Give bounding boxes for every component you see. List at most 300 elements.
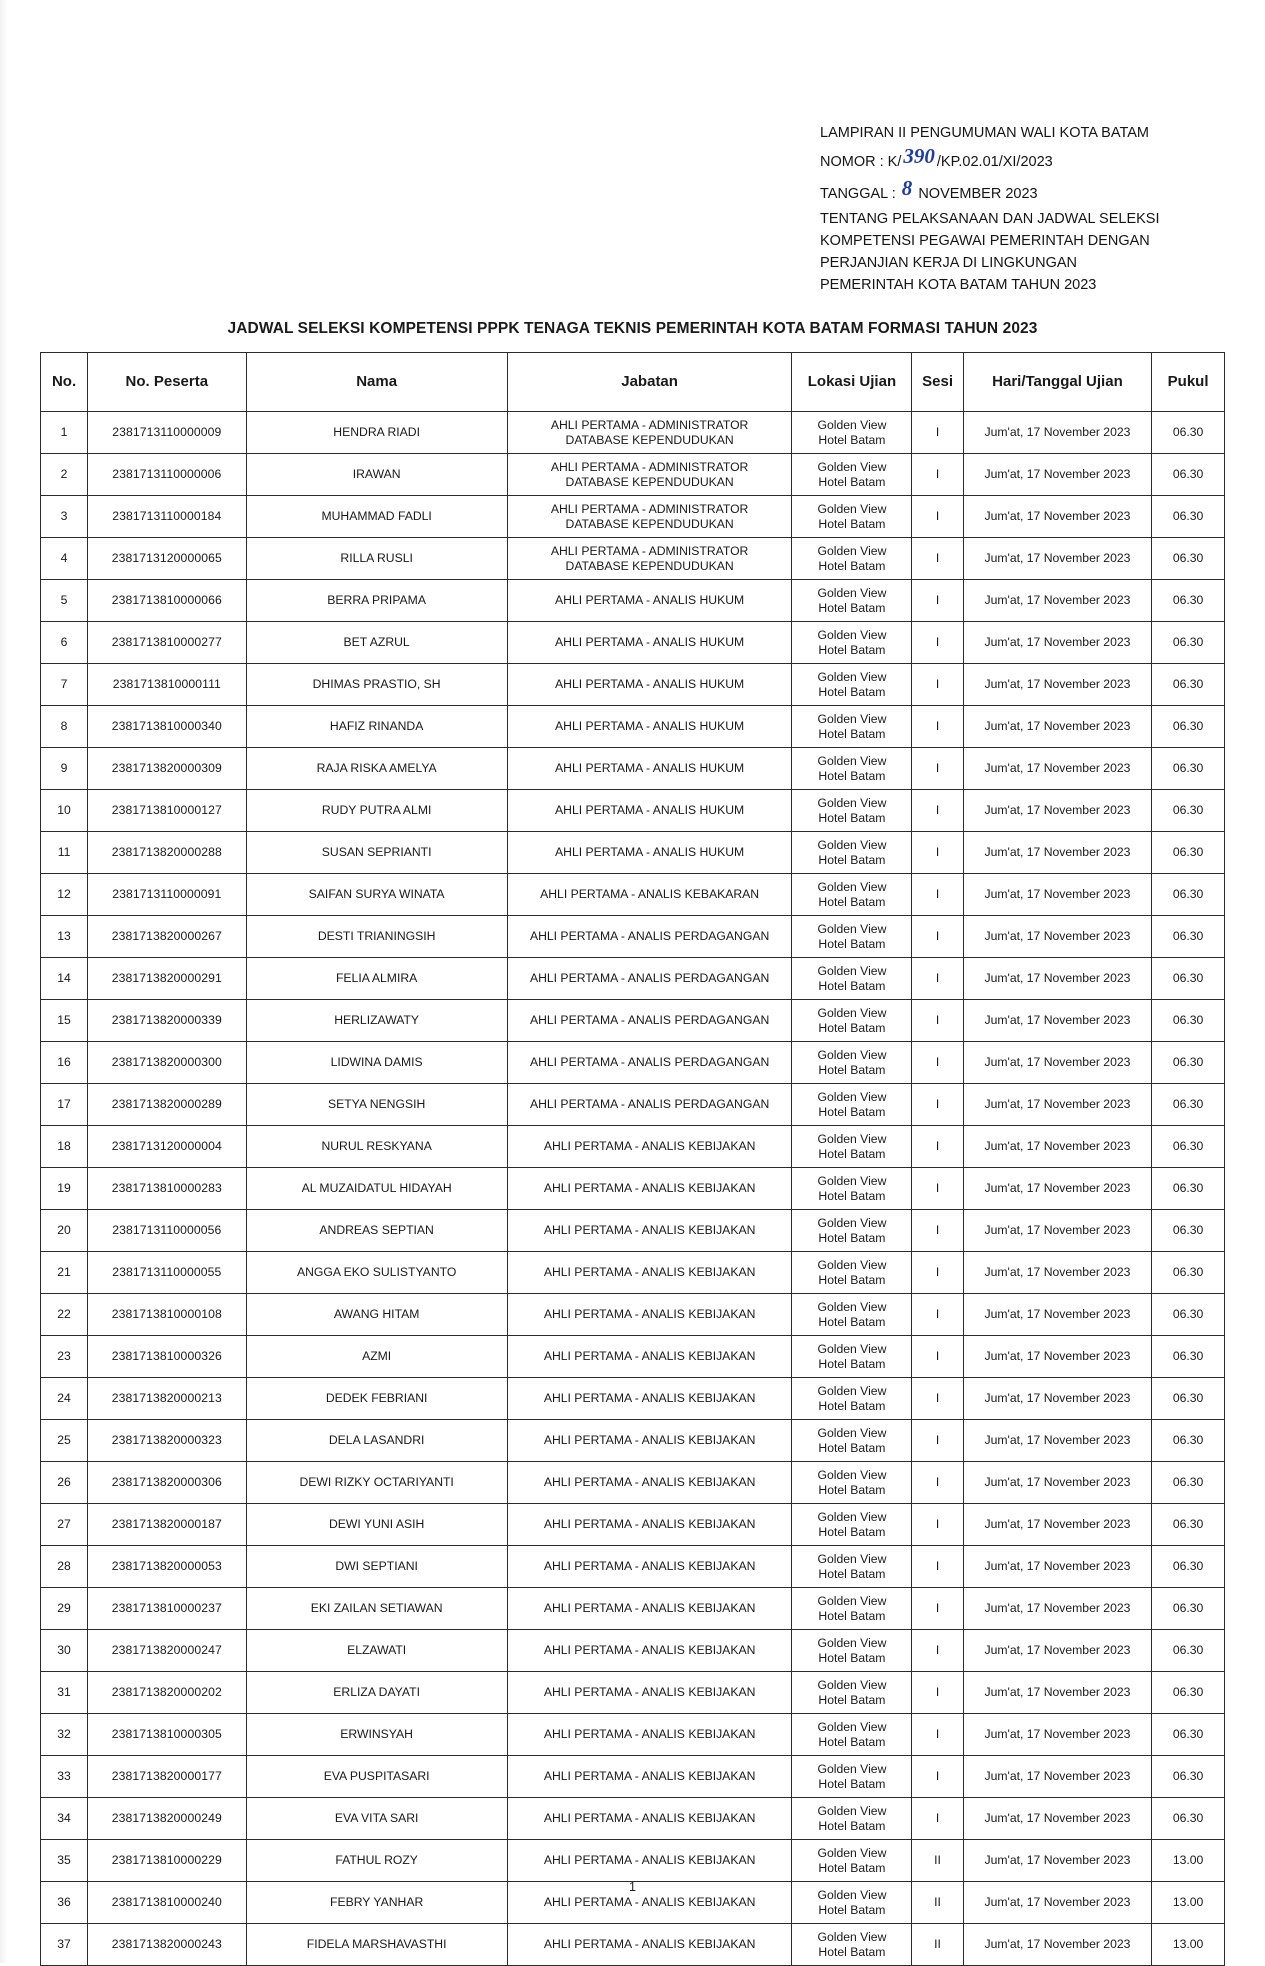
cell-no-peserta: 2381713820000202: [88, 1672, 246, 1714]
cell-jabatan: [507, 958, 792, 1000]
cell-no: 4: [41, 538, 88, 580]
cell-jabatan: [507, 1420, 792, 1462]
cell-no-peserta: 2381713110000184: [88, 496, 246, 538]
cell-lokasi-ujian: [792, 1798, 912, 1840]
cell-pukul: 06.30: [1152, 538, 1225, 580]
lokasi-line-1: Golden View: [817, 963, 887, 978]
column-header-hari-tanggal: Hari/Tanggal Ujian: [963, 353, 1151, 412]
cell-sesi: I: [912, 1336, 963, 1378]
cell-lokasi-ujian: [792, 1672, 912, 1714]
jabatan-line-1: AHLI PERTAMA - ANALIS HUKUM: [555, 803, 745, 818]
lokasi-line-2: Hotel Batam: [818, 516, 886, 531]
cell-no-peserta: 2381713820000300: [88, 1042, 246, 1084]
lokasi-line-2: Hotel Batam: [818, 1398, 886, 1413]
lokasi-line-2: Hotel Batam: [818, 1188, 886, 1203]
cell-lokasi-ujian: [792, 1420, 912, 1462]
cell-nama: EKI ZAILAN SETIAWAN: [246, 1588, 507, 1630]
lokasi-line-1: Golden View: [817, 921, 887, 936]
cell-lokasi-ujian: [792, 1714, 912, 1756]
table-row: [41, 1294, 1225, 1336]
cell-no-peserta: 2381713110000055: [88, 1252, 246, 1294]
cell-no-peserta: 2381713810000340: [88, 706, 246, 748]
table-row: [41, 1546, 1225, 1588]
cell-nama: DEDEK FEBRIANI: [246, 1378, 507, 1420]
lokasi-line-2: Hotel Batam: [818, 894, 886, 909]
cell-no-peserta: 2381713110000006: [88, 454, 246, 496]
jabatan-line-1: AHLI PERTAMA - ADMINISTRATOR: [550, 459, 749, 474]
table-row: [41, 916, 1225, 958]
cell-jabatan: [507, 1798, 792, 1840]
jabatan-line-1: AHLI PERTAMA - ANALIS PERDAGANGAN: [529, 1013, 770, 1028]
page-title: JADWAL SELEKSI KOMPETENSI PPPK TENAGA TEKNIS PEMERINTAH KOTA BATAM FORMASI TAHUN 2023: [227, 320, 1038, 337]
cell-no-peserta: 2381713110000009: [88, 412, 246, 454]
cell-lokasi-ujian: [792, 1000, 912, 1042]
cell-sesi: I: [912, 1798, 963, 1840]
cell-pukul: 06.30: [1152, 1378, 1225, 1420]
cell-jabatan: [507, 496, 792, 538]
cell-jabatan: [507, 832, 792, 874]
cell-nama: SUSAN SEPRIANTI: [246, 832, 507, 874]
cell-no: 35: [41, 1840, 88, 1882]
cell-lokasi-ujian: [792, 1462, 912, 1504]
cell-jabatan: [507, 1042, 792, 1084]
cell-sesi: I: [912, 1084, 963, 1126]
cell-sesi: I: [912, 706, 963, 748]
cell-no: 21: [41, 1252, 88, 1294]
lokasi-line-2: Hotel Batam: [818, 1608, 886, 1623]
cell-pukul: 06.30: [1152, 1252, 1225, 1294]
tanggal-rest: NOVEMBER 2023: [918, 185, 1038, 202]
lokasi-line-2: Hotel Batam: [818, 1146, 886, 1161]
lokasi-line-1: Golden View: [817, 1929, 887, 1944]
cell-no-peserta: 2381713810000326: [88, 1336, 246, 1378]
cell-lokasi-ujian: [792, 1126, 912, 1168]
lokasi-line-2: Hotel Batam: [818, 642, 886, 657]
cell-hari-tanggal: Jum'at, 17 November 2023: [963, 538, 1151, 580]
cell-sesi: I: [912, 1630, 963, 1672]
cell-nama: RUDY PUTRA ALMI: [246, 790, 507, 832]
jabatan-line-1: AHLI PERTAMA - ADMINISTRATOR: [550, 417, 749, 432]
cell-no: 11: [41, 832, 88, 874]
table-row: [41, 1168, 1225, 1210]
cell-no-peserta: 2381713820000249: [88, 1798, 246, 1840]
cell-jabatan: [507, 1588, 792, 1630]
lokasi-line-1: Golden View: [817, 795, 887, 810]
cell-jabatan: [507, 790, 792, 832]
cell-lokasi-ujian: [792, 1588, 912, 1630]
cell-lokasi-ujian: [792, 1252, 912, 1294]
jabatan-line-1: AHLI PERTAMA - ANALIS KEBIJAKAN: [543, 1937, 756, 1952]
cell-hari-tanggal: Jum'at, 17 November 2023: [963, 1630, 1151, 1672]
lokasi-line-2: Hotel Batam: [818, 1566, 886, 1581]
cell-jabatan: [507, 1294, 792, 1336]
column-header-jabatan: Jabatan: [507, 353, 792, 412]
table-body: [41, 412, 1225, 1966]
lokasi-line-2: Hotel Batam: [818, 1062, 886, 1077]
lokasi-line-1: Golden View: [817, 1005, 887, 1020]
cell-jabatan: [507, 1504, 792, 1546]
cell-jabatan: [507, 664, 792, 706]
cell-jabatan: [507, 1546, 792, 1588]
cell-no: 24: [41, 1378, 88, 1420]
cell-sesi: II: [912, 1840, 963, 1882]
table-row: [41, 1336, 1225, 1378]
cell-jabatan: [507, 1378, 792, 1420]
jabatan-line-1: AHLI PERTAMA - ANALIS HUKUM: [555, 593, 745, 608]
lokasi-line-1: Golden View: [817, 1257, 887, 1272]
cell-pukul: 06.30: [1152, 748, 1225, 790]
column-header-pukul: Pukul: [1152, 353, 1225, 412]
cell-jabatan: [507, 580, 792, 622]
cell-no-peserta: 2381713810000237: [88, 1588, 246, 1630]
lokasi-line-2: Hotel Batam: [818, 1440, 886, 1455]
cell-lokasi-ujian: [792, 958, 912, 1000]
cell-nama: AL MUZAIDATUL HIDAYAH: [246, 1168, 507, 1210]
schedule-table: [40, 352, 1225, 1966]
lokasi-line-2: Hotel Batam: [818, 1020, 886, 1035]
cell-pukul: 06.30: [1152, 664, 1225, 706]
lokasi-line-1: Golden View: [817, 543, 887, 558]
cell-hari-tanggal: Jum'at, 17 November 2023: [963, 580, 1151, 622]
cell-hari-tanggal: Jum'at, 17 November 2023: [963, 790, 1151, 832]
lokasi-line-1: Golden View: [817, 1215, 887, 1230]
column-header-no: No.: [41, 353, 88, 412]
cell-sesi: I: [912, 412, 963, 454]
cell-hari-tanggal: Jum'at, 17 November 2023: [963, 412, 1151, 454]
jabatan-line-1: AHLI PERTAMA - ADMINISTRATOR: [550, 543, 749, 558]
cell-jabatan: [507, 1336, 792, 1378]
cell-hari-tanggal: Jum'at, 17 November 2023: [963, 622, 1151, 664]
cell-hari-tanggal: Jum'at, 17 November 2023: [963, 1210, 1151, 1252]
table-row: [41, 958, 1225, 1000]
cell-no-peserta: 2381713820000177: [88, 1756, 246, 1798]
lokasi-line-1: Golden View: [817, 837, 887, 852]
cell-pukul: 06.30: [1152, 958, 1225, 1000]
lokasi-line-1: Golden View: [817, 1467, 887, 1482]
lokasi-line-2: Hotel Batam: [818, 768, 886, 783]
cell-no-peserta: 2381713820000309: [88, 748, 246, 790]
cell-hari-tanggal: Jum'at, 17 November 2023: [963, 664, 1151, 706]
cell-lokasi-ujian: [792, 1756, 912, 1798]
cell-no-peserta: 2381713120000065: [88, 538, 246, 580]
jabatan-line-2: DATABASE KEPENDUDUKAN: [565, 558, 734, 573]
cell-nama: NURUL RESKYANA: [246, 1126, 507, 1168]
cell-no: 18: [41, 1126, 88, 1168]
cell-no: 9: [41, 748, 88, 790]
cell-no: 15: [41, 1000, 88, 1042]
cell-nama: ANGGA EKO SULISTYANTO: [246, 1252, 507, 1294]
cell-pukul: 06.30: [1152, 706, 1225, 748]
jabatan-line-1: AHLI PERTAMA - ANALIS KEBIJAKAN: [543, 1853, 756, 1868]
table-row: [41, 1420, 1225, 1462]
cell-sesi: I: [912, 622, 963, 664]
cell-no: 29: [41, 1588, 88, 1630]
cell-nama: RAJA RISKA AMELYA: [246, 748, 507, 790]
jabatan-line-1: AHLI PERTAMA - ANALIS KEBIJAKAN: [543, 1223, 756, 1238]
cell-no: 31: [41, 1672, 88, 1714]
cell-nama: FEBRY YANHAR: [246, 1882, 507, 1924]
cell-sesi: I: [912, 1420, 963, 1462]
cell-jabatan: [507, 1252, 792, 1294]
cell-no-peserta: 2381713820000053: [88, 1546, 246, 1588]
cell-pukul: 06.30: [1152, 916, 1225, 958]
cell-no: 13: [41, 916, 88, 958]
cell-no: 20: [41, 1210, 88, 1252]
cell-lokasi-ujian: [792, 1084, 912, 1126]
jabatan-line-1: AHLI PERTAMA - ANALIS KEBIJAKAN: [543, 1769, 756, 1784]
cell-no: 36: [41, 1882, 88, 1924]
jabatan-line-1: AHLI PERTAMA - ANALIS PERDAGANGAN: [529, 1055, 770, 1070]
table-row: [41, 538, 1225, 580]
cell-sesi: I: [912, 1294, 963, 1336]
table-row: [41, 1126, 1225, 1168]
cell-lokasi-ujian: [792, 1336, 912, 1378]
cell-lokasi-ujian: [792, 1546, 912, 1588]
cell-pukul: 06.30: [1152, 1000, 1225, 1042]
cell-lokasi-ujian: [792, 1294, 912, 1336]
cell-nama: DESTI TRIANINGSIH: [246, 916, 507, 958]
lokasi-line-2: Hotel Batam: [818, 684, 886, 699]
cell-nama: EVA PUSPITASARI: [246, 1756, 507, 1798]
cell-nama: DEWI RIZKY OCTARIYANTI: [246, 1462, 507, 1504]
cell-no-peserta: 2381713820000289: [88, 1084, 246, 1126]
cell-no-peserta: 2381713820000213: [88, 1378, 246, 1420]
cell-no-peserta: 2381713810000108: [88, 1294, 246, 1336]
cell-lokasi-ujian: [792, 748, 912, 790]
cell-nama: FATHUL ROZY: [246, 1840, 507, 1882]
lokasi-line-2: Hotel Batam: [818, 1272, 886, 1287]
lokasi-line-2: Hotel Batam: [818, 432, 886, 447]
lokasi-line-2: Hotel Batam: [818, 1818, 886, 1833]
cell-pukul: 06.30: [1152, 1042, 1225, 1084]
cell-sesi: I: [912, 1714, 963, 1756]
cell-sesi: I: [912, 1504, 963, 1546]
cell-jabatan: [507, 1924, 792, 1966]
cell-pukul: 06.30: [1152, 622, 1225, 664]
cell-no: 16: [41, 1042, 88, 1084]
cell-pukul: 13.00: [1152, 1882, 1225, 1924]
table-row: [41, 748, 1225, 790]
cell-no: 37: [41, 1924, 88, 1966]
cell-hari-tanggal: Jum'at, 17 November 2023: [963, 1924, 1151, 1966]
cell-sesi: I: [912, 790, 963, 832]
lokasi-line-1: Golden View: [817, 1425, 887, 1440]
lokasi-line-1: Golden View: [817, 501, 887, 516]
cell-no: 2: [41, 454, 88, 496]
page-number: 1: [629, 1880, 636, 1894]
header-line-tanggal: [820, 176, 1220, 208]
cell-no: 3: [41, 496, 88, 538]
jabatan-line-1: AHLI PERTAMA - ANALIS PERDAGANGAN: [529, 929, 770, 944]
table-row: [41, 412, 1225, 454]
jabatan-line-1: AHLI PERTAMA - ANALIS HUKUM: [555, 845, 745, 860]
cell-no: 32: [41, 1714, 88, 1756]
jabatan-line-2: DATABASE KEPENDUDUKAN: [565, 474, 734, 489]
cell-lokasi-ujian: [792, 454, 912, 496]
cell-hari-tanggal: Jum'at, 17 November 2023: [963, 1084, 1151, 1126]
jabatan-line-1: AHLI PERTAMA - ANALIS KEBIJAKAN: [543, 1265, 756, 1280]
table-row: [41, 1042, 1225, 1084]
cell-sesi: I: [912, 874, 963, 916]
table-row: [41, 706, 1225, 748]
cell-no-peserta: 2381713120000004: [88, 1126, 246, 1168]
column-header-lokasi-ujian: Lokasi Ujian: [792, 353, 912, 412]
lokasi-line-1: Golden View: [817, 1131, 887, 1146]
table-row: [41, 664, 1225, 706]
cell-hari-tanggal: Jum'at, 17 November 2023: [963, 1840, 1151, 1882]
cell-lokasi-ujian: [792, 1168, 912, 1210]
cell-pukul: 06.30: [1152, 1714, 1225, 1756]
table-row: [41, 1084, 1225, 1126]
cell-lokasi-ujian: [792, 538, 912, 580]
cell-nama: FIDELA MARSHAVASTHI: [246, 1924, 507, 1966]
cell-hari-tanggal: Jum'at, 17 November 2023: [963, 1378, 1151, 1420]
cell-nama: HERLIZAWATY: [246, 1000, 507, 1042]
cell-jabatan: [507, 454, 792, 496]
header-line-pemerintah: PEMERINTAH KOTA BATAM TAHUN 2023: [820, 276, 1097, 293]
cell-no: 7: [41, 664, 88, 706]
cell-no-peserta: 2381713820000247: [88, 1630, 246, 1672]
jabatan-line-1: AHLI PERTAMA - ADMINISTRATOR: [550, 501, 749, 516]
cell-nama: RILLA RUSLI: [246, 538, 507, 580]
cell-no: 23: [41, 1336, 88, 1378]
cell-lokasi-ujian: [792, 790, 912, 832]
cell-sesi: I: [912, 538, 963, 580]
cell-no: 10: [41, 790, 88, 832]
cell-hari-tanggal: Jum'at, 17 November 2023: [963, 1672, 1151, 1714]
cell-hari-tanggal: Jum'at, 17 November 2023: [963, 1126, 1151, 1168]
cell-lokasi-ujian: [792, 1210, 912, 1252]
cell-hari-tanggal: Jum'at, 17 November 2023: [963, 1882, 1151, 1924]
table-row: [41, 1756, 1225, 1798]
cell-pukul: 06.30: [1152, 1798, 1225, 1840]
cell-hari-tanggal: Jum'at, 17 November 2023: [963, 832, 1151, 874]
cell-sesi: I: [912, 1000, 963, 1042]
cell-jabatan: [507, 748, 792, 790]
cell-no: 22: [41, 1294, 88, 1336]
cell-pukul: 06.30: [1152, 1672, 1225, 1714]
cell-nama: HAFIZ RINANDA: [246, 706, 507, 748]
lokasi-line-2: Hotel Batam: [818, 1104, 886, 1119]
cell-hari-tanggal: Jum'at, 17 November 2023: [963, 958, 1151, 1000]
cell-pukul: 06.30: [1152, 832, 1225, 874]
cell-hari-tanggal: Jum'at, 17 November 2023: [963, 1798, 1151, 1840]
cell-lokasi-ujian: [792, 412, 912, 454]
cell-nama: AWANG HITAM: [246, 1294, 507, 1336]
cell-sesi: I: [912, 1672, 963, 1714]
lokasi-line-1: Golden View: [817, 1635, 887, 1650]
cell-jabatan: [507, 1714, 792, 1756]
cell-hari-tanggal: Jum'at, 17 November 2023: [963, 1336, 1151, 1378]
jabatan-line-1: AHLI PERTAMA - ANALIS KEBIJAKAN: [543, 1685, 756, 1700]
cell-pukul: 06.30: [1152, 1336, 1225, 1378]
cell-jabatan: [507, 916, 792, 958]
cell-nama: SETYA NENGSIH: [246, 1084, 507, 1126]
cell-lokasi-ujian: [792, 1924, 912, 1966]
lokasi-line-1: Golden View: [817, 1383, 887, 1398]
cell-jabatan: [507, 1210, 792, 1252]
cell-hari-tanggal: Jum'at, 17 November 2023: [963, 1420, 1151, 1462]
cell-nama: BERRA PRIPAMA: [246, 580, 507, 622]
cell-pukul: 06.30: [1152, 874, 1225, 916]
jabatan-line-1: AHLI PERTAMA - ANALIS HUKUM: [555, 761, 745, 776]
cell-sesi: I: [912, 1210, 963, 1252]
table-row: [41, 454, 1225, 496]
cell-no-peserta: 2381713810000127: [88, 790, 246, 832]
cell-pukul: 06.30: [1152, 1630, 1225, 1672]
lokasi-line-2: Hotel Batam: [818, 1230, 886, 1245]
cell-sesi: II: [912, 1924, 963, 1966]
header-line-kompetensi: KOMPETENSI PEGAWAI PEMERINTAH DENGAN: [820, 232, 1150, 249]
cell-pukul: 06.30: [1152, 1168, 1225, 1210]
cell-no: 34: [41, 1798, 88, 1840]
cell-no-peserta: 2381713810000305: [88, 1714, 246, 1756]
header-line-tentang: TENTANG PELAKSANAAN DAN JADWAL SELEKSI: [820, 210, 1160, 227]
cell-no-peserta: 2381713820000187: [88, 1504, 246, 1546]
cell-no: 17: [41, 1084, 88, 1126]
cell-nama: IRAWAN: [246, 454, 507, 496]
lokasi-line-1: Golden View: [817, 1887, 887, 1902]
lokasi-line-2: Hotel Batam: [818, 1692, 886, 1707]
cell-lokasi-ujian: [792, 580, 912, 622]
scan-edge: [0, 0, 8, 1963]
table-row: [41, 832, 1225, 874]
jabatan-line-1: AHLI PERTAMA - ANALIS KEBIJAKAN: [543, 1811, 756, 1826]
lokasi-line-2: Hotel Batam: [818, 1860, 886, 1875]
lokasi-line-2: Hotel Batam: [818, 1524, 886, 1539]
lokasi-line-1: Golden View: [817, 1047, 887, 1062]
document-header: [820, 122, 1220, 296]
cell-no-peserta: 2381713820000288: [88, 832, 246, 874]
table-row: [41, 1672, 1225, 1714]
lokasi-line-1: Golden View: [817, 1299, 887, 1314]
lokasi-line-1: Golden View: [817, 1173, 887, 1188]
cell-jabatan: [507, 1168, 792, 1210]
cell-nama: ANDREAS SEPTIAN: [246, 1210, 507, 1252]
cell-lokasi-ujian: [792, 1504, 912, 1546]
cell-sesi: I: [912, 664, 963, 706]
lokasi-line-2: Hotel Batam: [818, 600, 886, 615]
cell-jabatan: [507, 706, 792, 748]
cell-lokasi-ujian: [792, 832, 912, 874]
cell-sesi: I: [912, 1588, 963, 1630]
cell-no-peserta: 2381713820000267: [88, 916, 246, 958]
jabatan-line-1: AHLI PERTAMA - ANALIS KEBIJAKAN: [543, 1517, 756, 1532]
cell-nama: DELA LASANDRI: [246, 1420, 507, 1462]
cell-sesi: I: [912, 1462, 963, 1504]
cell-pukul: 06.30: [1152, 496, 1225, 538]
lokasi-line-1: Golden View: [817, 711, 887, 726]
cell-no: 33: [41, 1756, 88, 1798]
cell-nama: EVA VITA SARI: [246, 1798, 507, 1840]
jabatan-line-1: AHLI PERTAMA - ANALIS HUKUM: [555, 719, 745, 734]
jabatan-line-1: AHLI PERTAMA - ANALIS HUKUM: [555, 677, 745, 692]
cell-hari-tanggal: Jum'at, 17 November 2023: [963, 1462, 1151, 1504]
cell-sesi: II: [912, 1882, 963, 1924]
cell-pukul: 13.00: [1152, 1840, 1225, 1882]
cell-sesi: I: [912, 580, 963, 622]
lokasi-line-1: Golden View: [817, 1593, 887, 1608]
nomor-handwritten-value: 390: [903, 144, 935, 169]
cell-lokasi-ujian: [792, 1840, 912, 1882]
lokasi-line-1: Golden View: [817, 1551, 887, 1566]
cell-no: 6: [41, 622, 88, 664]
cell-no: 30: [41, 1630, 88, 1672]
cell-jabatan: [507, 874, 792, 916]
cell-nama: LIDWINA DAMIS: [246, 1042, 507, 1084]
cell-pukul: 06.30: [1152, 580, 1225, 622]
lokasi-line-2: Hotel Batam: [818, 1734, 886, 1749]
